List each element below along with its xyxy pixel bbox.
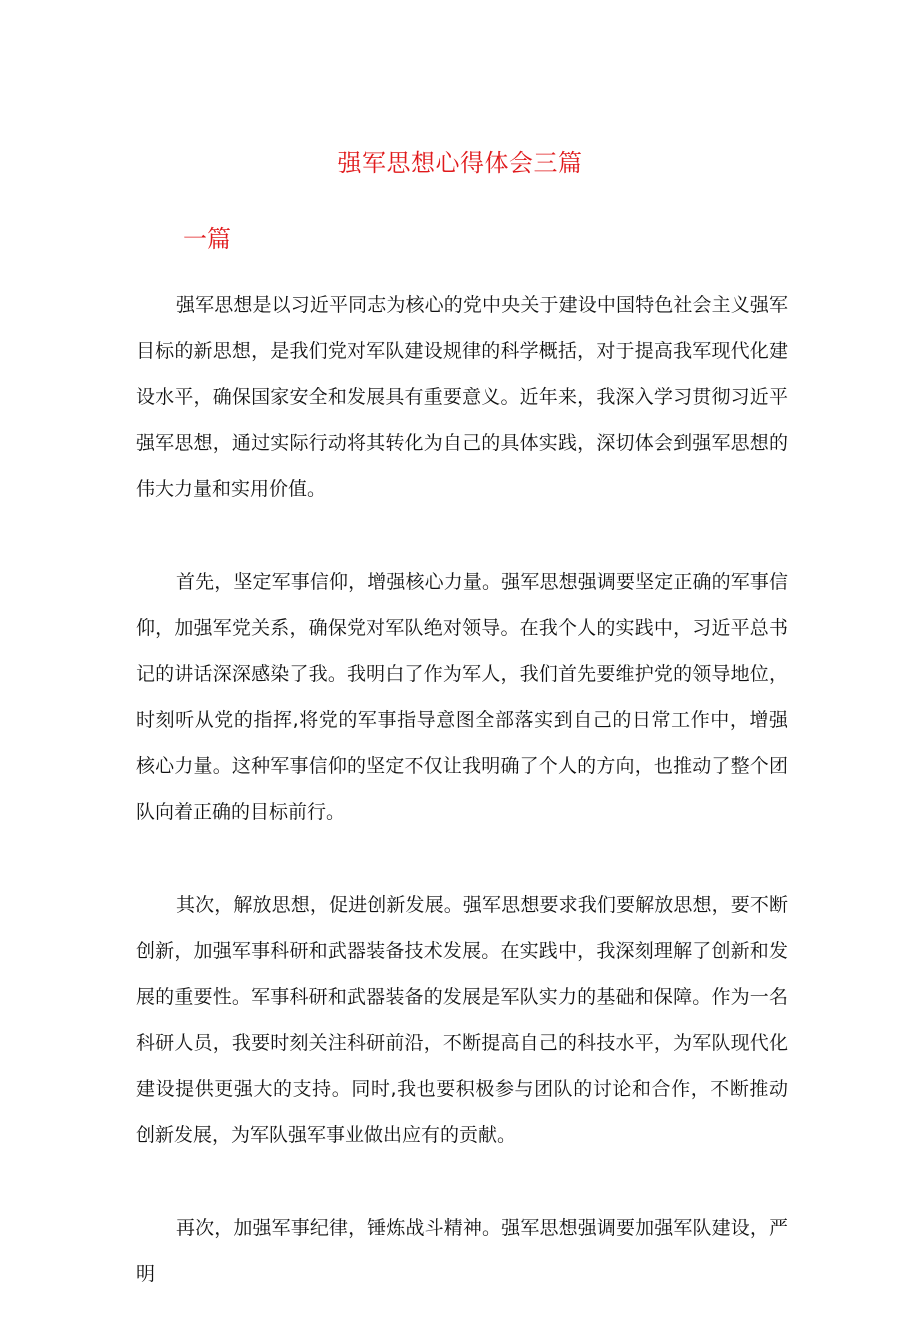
document-title: 强军思想心得体会三篇 [337,149,583,177]
paragraph-1: 强军思想是以习近平同志为核心的党中央关于建设中国特色社会主义强军目标的新思想，是我们党对军队建设规律的科学概括，对于提高我军现代化建设水平，确保国家安全和发展具有重要意义。近年来，我深入学习贯彻习近平强军思想，通过实际行动将其转化为自己的具体实践，深切体会到强军思想的伟大力量和实用价值。 [136,294,788,500]
paragraph-2: 首先，坚定军事信仰，增强核心力量。强军思想强调要坚定正确的军事信仰，加强军党关系，确保党对军队绝对领导。在我个人的实践中，习近平总书记的讲话深深感染了我。我明白了作为军人，我们首先要维护党的领导地位，时刻听从党的指挥,将党的军事指导意图全部落实到自己的日常工作中，增强核心力量。这种军事信仰的坚定不仅让我明确了个人的方向，也推动了整个团队向着正确的目标前行。 [136,571,788,823]
paragraph-4: 再次，加强军事纪律，锤炼战斗精神。强军思想强调要加强军队建设，严明 [136,1217,788,1285]
section-heading: 一篇 [183,225,231,253]
paragraph-3: 其次，解放思想，促进创新发展。强军思想要求我们要解放思想，要不断创新，加强军事科研和武器装备技术发展。在实践中，我深刻理解了创新和发展的重要性。军事科研和武器装备的发展是军队实力的基础和保障。作为一名科研人员，我要时刻关注科研前沿，不断提高自己的科技水平，为军队现代化建设提供更强大的支持。同时,我也要积极参与团队的讨论和合作，不断推动创新发展，为军队强军事业做出应有的贡献。 [136,894,788,1146]
document-body [136,282,788,1344]
